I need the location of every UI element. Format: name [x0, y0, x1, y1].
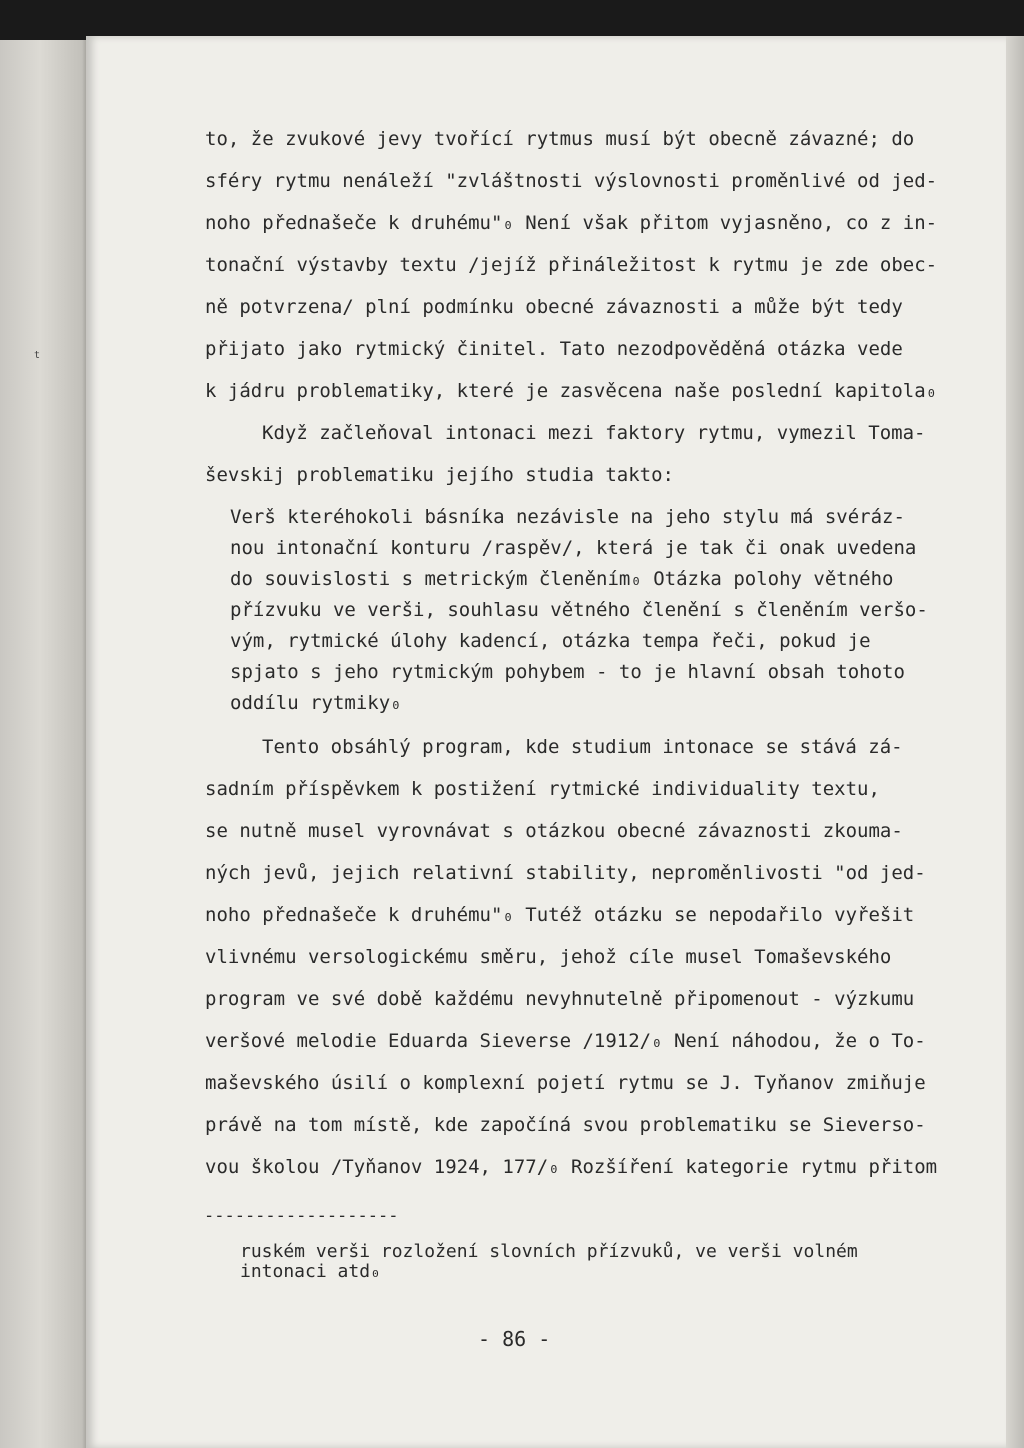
text-line: maševského úsilí o komplexní pojetí rytmu se J. Tyňanov zmiňuje — [205, 1072, 926, 1094]
text-line: k jádru problematiky, které je zasvěcena naše poslední kapitola₀ — [205, 380, 938, 402]
page-right-edge — [1006, 36, 1024, 1448]
quote-line: nou intonační konturu /raspěv/, která je tak či onak uvedena — [230, 537, 917, 559]
text-line: ných jevů, jejich relativní stability, neproměnlivosti "od jed- — [205, 862, 926, 884]
text-line: ně potvrzena/ plní podmínku obecné závaznosti a může být tedy — [205, 296, 903, 318]
text-line: noho přednašeče k druhému"₀ Není však přitom vyjasněno, co z in- — [205, 212, 938, 234]
text-line: se nutně musel vyrovnávat s otázkou obecné závaznosti zkouma- — [205, 820, 903, 842]
text-line: tonační výstavby textu /jejíž přináležitost k rytmu je zde obec- — [205, 254, 938, 276]
text-line: sféry rytmu nenáleží "zvláštnosti výslovnosti proměnlivé od jed- — [205, 170, 938, 192]
quote-line: spjato s jeho rytmickým pohybem - to je hlavní obsah tohoto — [230, 661, 905, 683]
quote-line: vým, rytmické úlohy kadencí, otázka tempa řeči, pokud je — [230, 630, 871, 652]
text-line: veršové melodie Eduarda Sieverse /1912/₀ Není náhodou, že o To- — [205, 1030, 926, 1052]
text-line: ševskij problematiku jejího studia takto: — [205, 464, 674, 486]
text-line: sadním příspěvkem k postižení rytmické individuality textu, — [205, 778, 880, 800]
footnote-separator: ------------------- — [204, 1206, 399, 1226]
text-line: přijato jako rytmický činitel. Tato nezodpověděná otázka vede — [205, 338, 903, 360]
text-line: Tento obsáhlý program, kde studium intonace se stává zá- — [262, 736, 903, 758]
text-line: vou školou /Tyňanov 1924, 177/₀ Rozšíření kategorie rytmu přitom — [205, 1156, 938, 1178]
book-gutter-shadow — [0, 40, 90, 1448]
quote-line: přízvuku ve verši, souhlasu větného členění s členěním veršo- — [230, 599, 928, 621]
text-line: Když začleňoval intonaci mezi faktory rytmu, vymezil Toma- — [262, 422, 926, 444]
text-line: vlivnému versologickému směru, jehož cíle musel Tomaševského — [205, 946, 892, 968]
footnote-line: ruském verši rozložení slovních přízvuků, ve verši volném — [240, 1241, 858, 1262]
text-line: noho přednašeče k druhému"₀ Tutéž otázku se nepodařilo vyřešit — [205, 904, 915, 926]
text-line: právě na tom místě, kde započíná svou problematiku se Sieverso- — [205, 1114, 926, 1136]
quote-line: oddílu rytmiky₀ — [230, 692, 402, 714]
margin-mark: t — [34, 350, 41, 361]
text-line: program ve své době každému nevyhnutelně připomenout - výzkumu — [205, 988, 915, 1010]
page-number: - 86 - — [478, 1327, 551, 1351]
quote-line: Verš kteréhokoli básníka nezávisle na jeho stylu má svéráz- — [230, 506, 905, 528]
footnote-line: intonaci atd₀ — [240, 1261, 381, 1282]
text-line: to, že zvukové jevy tvořící rytmus musí být obecně závazné; do — [205, 128, 915, 150]
quote-line: do souvislosti s metrickým členěním₀ Otázka polohy větného — [230, 568, 894, 590]
